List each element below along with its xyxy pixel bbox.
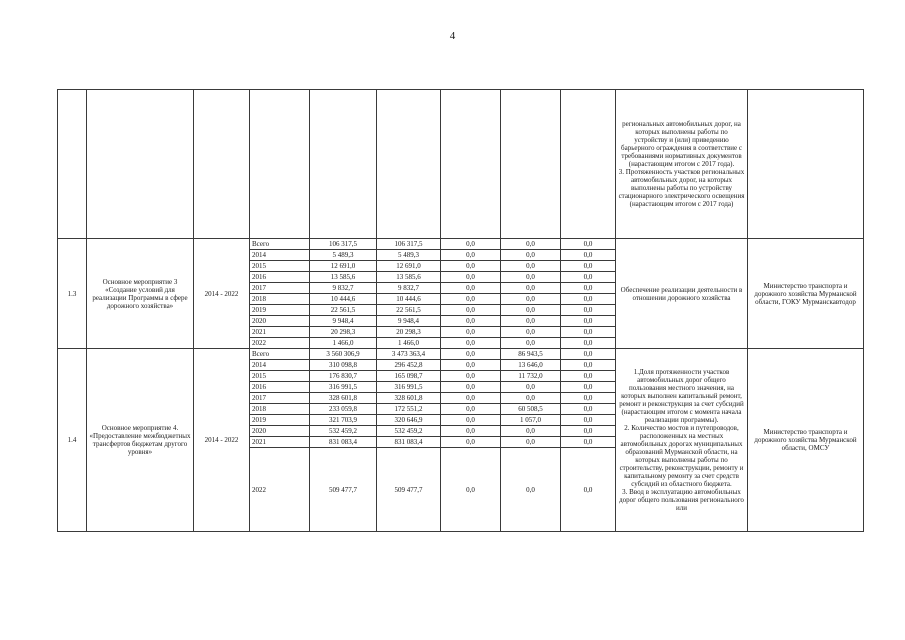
value-cell: 0,0 <box>561 239 616 250</box>
year-cell: 2019 <box>250 415 310 426</box>
value-cell: 0,0 <box>441 283 501 294</box>
value-cell: 0,0 <box>561 382 616 393</box>
value-cell: 0,0 <box>441 382 501 393</box>
value-cell: 0,0 <box>561 448 616 532</box>
value-cell: 0,0 <box>501 437 561 448</box>
measure-name: Основное мероприятие 3 «Создание условий для реализации Программы в сфере дорожного хозяйства» <box>87 239 194 349</box>
total-cell: 176 830,7 <box>310 371 377 382</box>
value-cell: 0,0 <box>441 349 501 360</box>
value-cell: 0,0 <box>561 371 616 382</box>
value-cell: 0,0 <box>501 250 561 261</box>
value-cell: 0,0 <box>441 327 501 338</box>
value-cell: 0,0 <box>441 404 501 415</box>
value-cell: 165 098,7 <box>377 371 441 382</box>
value-cell: 0,0 <box>441 294 501 305</box>
responsible-cell: Министерство транспорта и дорожного хозяйства Мурманской области, ОМСУ <box>748 349 864 532</box>
value-cell: 0,0 <box>441 316 501 327</box>
value-cell: 0,0 <box>501 338 561 349</box>
year-cell: 2018 <box>250 404 310 415</box>
value-cell: 0,0 <box>441 360 501 371</box>
value-cell: 22 561,5 <box>377 305 441 316</box>
value-cell: 0,0 <box>561 349 616 360</box>
total-cell: 10 444,6 <box>310 294 377 305</box>
year-cell: 2016 <box>250 382 310 393</box>
year-cell: 2021 <box>250 327 310 338</box>
value-cell: 0,0 <box>441 426 501 437</box>
continuation-row <box>58 90 864 239</box>
value-cell: 0,0 <box>561 338 616 349</box>
row-number: 1.4 <box>58 349 87 532</box>
value-cell: 86 943,5 <box>501 349 561 360</box>
year-cell: 2014 <box>250 250 310 261</box>
value-cell: 0,0 <box>561 437 616 448</box>
value-cell: 0,0 <box>561 404 616 415</box>
value-cell: 13 585,6 <box>377 272 441 283</box>
year-cell: 2019 <box>250 305 310 316</box>
value-cell: 0,0 <box>501 261 561 272</box>
value-cell: 320 646,9 <box>377 415 441 426</box>
total-cell: 831 083,4 <box>310 437 377 448</box>
value-cell: 0,0 <box>501 448 561 532</box>
year-cell: 2015 <box>250 261 310 272</box>
total-cell: 22 561,5 <box>310 305 377 316</box>
value-cell: 831 083,4 <box>377 437 441 448</box>
value-cell: 0,0 <box>441 448 501 532</box>
value-cell: 0,0 <box>501 327 561 338</box>
value-cell: 0,0 <box>441 305 501 316</box>
value-cell: 0,0 <box>501 272 561 283</box>
total-cell: 328 601,8 <box>310 393 377 404</box>
value-cell: 0,0 <box>561 294 616 305</box>
value-cell: 9 832,7 <box>377 283 441 294</box>
value-cell: 316 991,5 <box>377 382 441 393</box>
responsible-cell: Министерство транспорта и дорожного хозяйства Мурманской области, ГОКУ Мурманскавтодор <box>748 239 864 349</box>
year-cell: 2017 <box>250 283 310 294</box>
value-cell: 60 508,5 <box>501 404 561 415</box>
year-cell: 2022 <box>250 338 310 349</box>
row-number: 1.3 <box>58 239 87 349</box>
year-cell: Всего <box>250 239 310 250</box>
value-cell: 0,0 <box>501 382 561 393</box>
total-cell: 509 477,7 <box>310 448 377 532</box>
total-cell: 5 489,3 <box>310 250 377 261</box>
value-cell: 0,0 <box>441 393 501 404</box>
indicator-cell: региональных автомобильных дорог, на которых выполнены работы по устройству и (или) приведению барьерного ограждения в соответствие с требованиями нормативных документов (нарастающим итогом с 2017 года). 3. Протяженность участков региональных автомобильных дорог, на которых выполнены работы по устройству стационарного электрического освещения (нарастающим итогом с 2017 года) <box>616 90 748 239</box>
value-cell: 532 459,2 <box>377 426 441 437</box>
total-cell: 3 560 306,9 <box>310 349 377 360</box>
value-cell: 10 444,6 <box>377 294 441 305</box>
value-cell: 0,0 <box>441 371 501 382</box>
value-cell: 0,0 <box>561 316 616 327</box>
measure-name: Основное мероприятие 4. «Предоставление межбюджетных трансфертов бюджетам другого уровня» <box>87 349 194 532</box>
value-cell: 296 452,8 <box>377 360 441 371</box>
total-cell: 106 317,5 <box>310 239 377 250</box>
value-cell: 0,0 <box>561 327 616 338</box>
total-cell: 321 703,9 <box>310 415 377 426</box>
indicator-cell: 1.Доля протяженности участков автомобильных дорог общего пользования местного значения, на которых выполнен капитальный ремонт, ремонт и реконструкция за счет субсидий (нарастающим итогом с момента начала реализации программы). 2. Количество мостов и путепроводов, расположенных на местных автомобильных дорогах муниципальных образований Мурманской области, на которых выполнены работы по строительству, реконструкции, ремонту и капитальному ремонту за счет средств субсидий из областного бюджета. 3. Ввод в эксплуатацию автомобильных дорог общего пользования регионального или <box>616 349 748 532</box>
value-cell: 0,0 <box>501 239 561 250</box>
total-cell: 9 948,4 <box>310 316 377 327</box>
total-cell: 9 832,7 <box>310 283 377 294</box>
value-cell: 0,0 <box>561 305 616 316</box>
value-cell: 0,0 <box>441 415 501 426</box>
year-cell: 2016 <box>250 272 310 283</box>
value-cell: 5 489,3 <box>377 250 441 261</box>
value-cell: 0,0 <box>441 239 501 250</box>
total-cell: 12 691,0 <box>310 261 377 272</box>
value-cell: 0,0 <box>501 426 561 437</box>
year-cell: Всего <box>250 349 310 360</box>
value-cell: 1 466,0 <box>377 338 441 349</box>
page-number: 4 <box>449 30 456 42</box>
value-cell: 0,0 <box>561 261 616 272</box>
value-cell: 0,0 <box>441 272 501 283</box>
value-cell: 172 551,2 <box>377 404 441 415</box>
value-cell: 328 601,8 <box>377 393 441 404</box>
period: 2014 - 2022 <box>194 349 250 532</box>
value-cell: 11 732,0 <box>501 371 561 382</box>
value-cell: 0,0 <box>441 261 501 272</box>
total-cell: 20 298,3 <box>310 327 377 338</box>
value-cell: 20 298,3 <box>377 327 441 338</box>
value-cell: 0,0 <box>501 316 561 327</box>
value-cell: 0,0 <box>561 250 616 261</box>
total-cell: 1 466,0 <box>310 338 377 349</box>
value-cell: 0,0 <box>561 426 616 437</box>
year-cell: 2018 <box>250 294 310 305</box>
value-cell: 509 477,7 <box>377 448 441 532</box>
indicator-cell: Обеспечение реализации деятельности в отношении дорожного хозяйства <box>616 239 748 349</box>
value-cell: 0,0 <box>561 272 616 283</box>
total-cell: 233 059,8 <box>310 404 377 415</box>
value-cell: 9 948,4 <box>377 316 441 327</box>
total-cell: 310 098,8 <box>310 360 377 371</box>
value-cell: 0,0 <box>561 415 616 426</box>
total-cell: 316 991,5 <box>310 382 377 393</box>
program-table <box>57 89 864 532</box>
year-cell: 2020 <box>250 316 310 327</box>
value-cell: 1 057,0 <box>501 415 561 426</box>
year-cell: 2017 <box>250 393 310 404</box>
table-row <box>58 239 864 250</box>
value-cell: 0,0 <box>501 393 561 404</box>
value-cell: 13 646,0 <box>501 360 561 371</box>
value-cell: 0,0 <box>501 305 561 316</box>
value-cell: 0,0 <box>561 283 616 294</box>
value-cell: 0,0 <box>501 283 561 294</box>
value-cell: 0,0 <box>561 393 616 404</box>
value-cell: 0,0 <box>501 294 561 305</box>
table-row <box>58 349 864 360</box>
value-cell: 0,0 <box>441 338 501 349</box>
period: 2014 - 2022 <box>194 239 250 349</box>
year-cell: 2015 <box>250 371 310 382</box>
value-cell: 0,0 <box>441 437 501 448</box>
year-cell: 2022 <box>250 448 310 532</box>
year-cell: 2020 <box>250 426 310 437</box>
value-cell: 3 473 363,4 <box>377 349 441 360</box>
value-cell: 12 691,0 <box>377 261 441 272</box>
value-cell: 0,0 <box>441 250 501 261</box>
year-cell: 2014 <box>250 360 310 371</box>
total-cell: 13 585,6 <box>310 272 377 283</box>
value-cell: 106 317,5 <box>377 239 441 250</box>
value-cell: 0,0 <box>561 360 616 371</box>
total-cell: 532 459,2 <box>310 426 377 437</box>
year-cell: 2021 <box>250 437 310 448</box>
